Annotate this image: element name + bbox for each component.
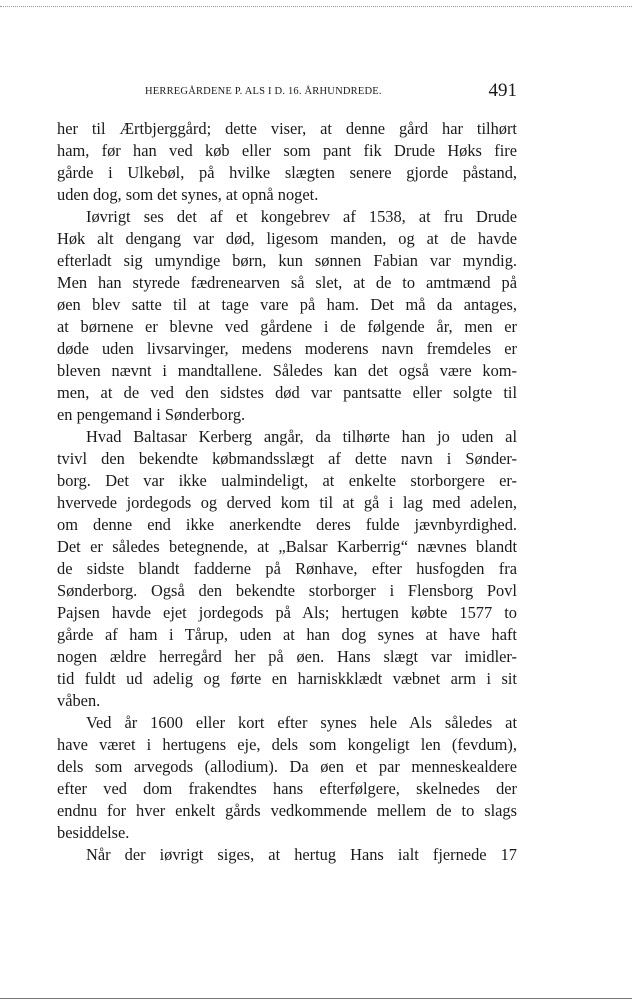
paragraph-1 bbox=[57, 118, 517, 206]
bottom-edge-rule bbox=[0, 998, 632, 999]
text-line: Hvad Baltasar Kerberg angår, da tilhørte han jo uden al bbox=[86, 427, 517, 446]
text-line: besiddelse. bbox=[57, 823, 130, 842]
text-line: tvivl den bekendte købmandsslægt af dette navn i Sønder- bbox=[57, 449, 517, 468]
text-line: Pajsen havde ejet jordegods på Als; hertugen købte 1577 to bbox=[57, 603, 517, 622]
text-line: have været i hertugens eje, dels som kongeligt len (fevdum), bbox=[57, 735, 517, 754]
text-line: nogen ældre herregård her på øen. Hans slægt var imidler- bbox=[57, 647, 517, 666]
text-line: efter ved dom frakendtes hans efterfølgere, skelnedes der bbox=[57, 779, 517, 798]
top-edge-rule bbox=[0, 6, 632, 7]
text-line: bleven nævnt i mandtallene. Således kan det også være kom- bbox=[57, 361, 517, 380]
text-line: Det er således betegnende, at „Balsar Karberrig“ nævnes blandt bbox=[57, 537, 517, 556]
page-header bbox=[57, 82, 517, 106]
text-line: døde uden livsarvinger, medens moderens navn fremdeles er bbox=[57, 339, 517, 358]
text-line: om denne end ikke anerkendte deres fulde jævnbyrdighed. bbox=[57, 515, 517, 534]
text-line: borg. Det var ikke ualmindeligt, at enkelte storborgere er- bbox=[57, 471, 517, 490]
text-line: gårde af ham i Tårup, uden at han dog synes at have haft bbox=[57, 625, 517, 644]
paragraph-2 bbox=[57, 206, 517, 426]
text-line: våben. bbox=[57, 691, 101, 710]
text-line: ham, før han ved køb eller som pant fik Drude Høks fire bbox=[57, 141, 517, 160]
text-line: Sønderborg. Også den bekendte storborger i Flensborg Povl bbox=[57, 581, 517, 600]
paragraph-3 bbox=[57, 426, 517, 712]
running-title: HERREGÅRDENE P. ALS I D. 16. ÅRHUNDREDE. bbox=[145, 86, 382, 97]
text-line: dels som arvegods (allodium). Da øen et par menneskealdere bbox=[57, 757, 517, 776]
text-line: efterladt sig umyndige børn, kun sønnen Fabian var myndig. bbox=[57, 251, 517, 270]
text-line: hvervede jordegods og derved kom til at gå i lag med adelen, bbox=[57, 493, 517, 512]
text-line: men, at de ved den sidstes død var pantsatte eller solgte til bbox=[57, 383, 517, 402]
text-line: Høk alt dengang var død, ligesom manden, og at de havde bbox=[57, 229, 517, 248]
body-text bbox=[57, 118, 517, 866]
text-line: at børnene er blevne ved gårdene i de følgende år, men er bbox=[57, 317, 517, 336]
text-line: de sidste blandt fadderne på Rønhave, efter husfogden fra bbox=[57, 559, 517, 578]
text-line: uden dog, som det synes, at opnå noget. bbox=[57, 185, 319, 204]
text-line: Ved år 1600 eller kort efter synes hele Als således at bbox=[86, 713, 517, 732]
text-line: gårde i Ulkebøl, på hvilke slægten senere gjorde påstand, bbox=[57, 163, 517, 182]
text-line: tid fuldt ud adelig og førte en harniskklædt væbnet arm i sit bbox=[57, 669, 517, 688]
text-line: Men han styrede fædrenearven så slet, at de to amtmænd på bbox=[57, 273, 517, 292]
text-line: Iøvrigt ses det af et kongebrev af 1538, at fru Drude bbox=[86, 207, 517, 226]
text-line: en pengemand i Sønderborg. bbox=[57, 405, 246, 424]
text-line: endnu for hver enkelt gårds vedkommende mellem de to slags bbox=[57, 801, 517, 820]
paragraph-5 bbox=[57, 844, 517, 866]
text-line: Når der iøvrigt siges, at hertug Hans ialt fjernede 17 bbox=[86, 845, 517, 864]
page-number: 491 bbox=[488, 80, 517, 101]
text-line: her til Ærtbjerggård; dette viser, at denne gård har tilhørt bbox=[57, 119, 517, 138]
text-line: øen blev satte til at tage vare på ham. Det må da antages, bbox=[57, 295, 517, 314]
paragraph-4 bbox=[57, 712, 517, 844]
